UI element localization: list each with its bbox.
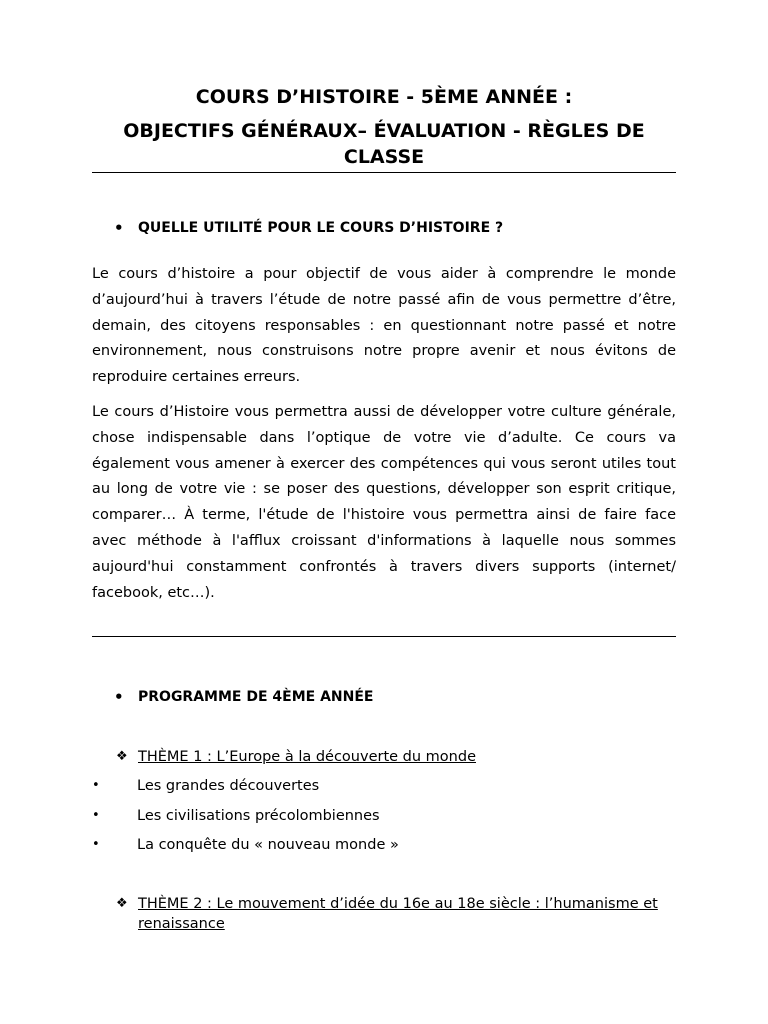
list-item-text: Les grandes découvertes bbox=[137, 778, 320, 794]
paragraph-purpose: Le cours d’histoire a pour objectif de vous aider à comprendre le monde d’aujourd’hui à travers l’étude de notre passé afin de vous permettre d’être, demain, des citoyens responsables : en questionnant notre passé et notre environnement, nous construisons notre propre avenir et nous évitons de reproduire certaines erreurs. bbox=[92, 266, 676, 386]
theme-1-label: THÈME 1 : L’Europe à la découverte du monde bbox=[138, 749, 476, 765]
bullet-icon: • bbox=[114, 219, 124, 237]
paragraph-skills: Le cours d’Histoire vous permettra aussi de développer votre culture générale, chose indispensable dans l’optique de votre vie d’adulte. Ce cours va également vous amener à exercer des compétences qui vous seront utiles tout au long de votre vie : se poser des questions, développer son esprit critique, comparer… À terme, l'étude de l'histoire vous permettra ainsi de faire face avec méthode à l'afflux croissant d'informations à laquelle nous sommes aujourd'hui constamment confrontés à travers divers supports (internet/ facebook, etc…). bbox=[92, 404, 676, 601]
bullet-icon: • bbox=[92, 837, 100, 852]
section-heading-text: PROGRAMME DE 4ÈME ANNÉE bbox=[138, 689, 374, 705]
theme-2 bbox=[92, 894, 676, 934]
bullet-icon: • bbox=[114, 688, 124, 706]
horizontal-rule bbox=[92, 636, 676, 637]
diamond-bullet-icon: ❖ bbox=[116, 896, 128, 911]
list-item-text: Les civilisations précolombiennes bbox=[137, 808, 380, 824]
document-body bbox=[92, 0, 676, 1024]
document-subtitle: OBJECTIFS GÉNÉRAUX– ÉVALUATION - RÈGLES DE CLASSE bbox=[92, 118, 676, 173]
bullet-icon: • bbox=[92, 778, 100, 793]
section-heading-text: QUELLE UTILITÉ POUR LE COURS D’HISTOIRE ? bbox=[138, 220, 504, 236]
theme-1 bbox=[92, 747, 676, 767]
bullet-icon: • bbox=[92, 808, 100, 823]
document-title: COURS D’HISTOIRE - 5ÈME ANNÉE : bbox=[195, 86, 573, 108]
theme-2-label: THÈME 2 : Le mouvement d’idée du 16e au 18e siècle : l’humanisme et renaissance bbox=[138, 896, 658, 932]
list-item-text: La conquête du « nouveau monde » bbox=[137, 837, 399, 853]
diamond-bullet-icon: ❖ bbox=[116, 749, 128, 764]
